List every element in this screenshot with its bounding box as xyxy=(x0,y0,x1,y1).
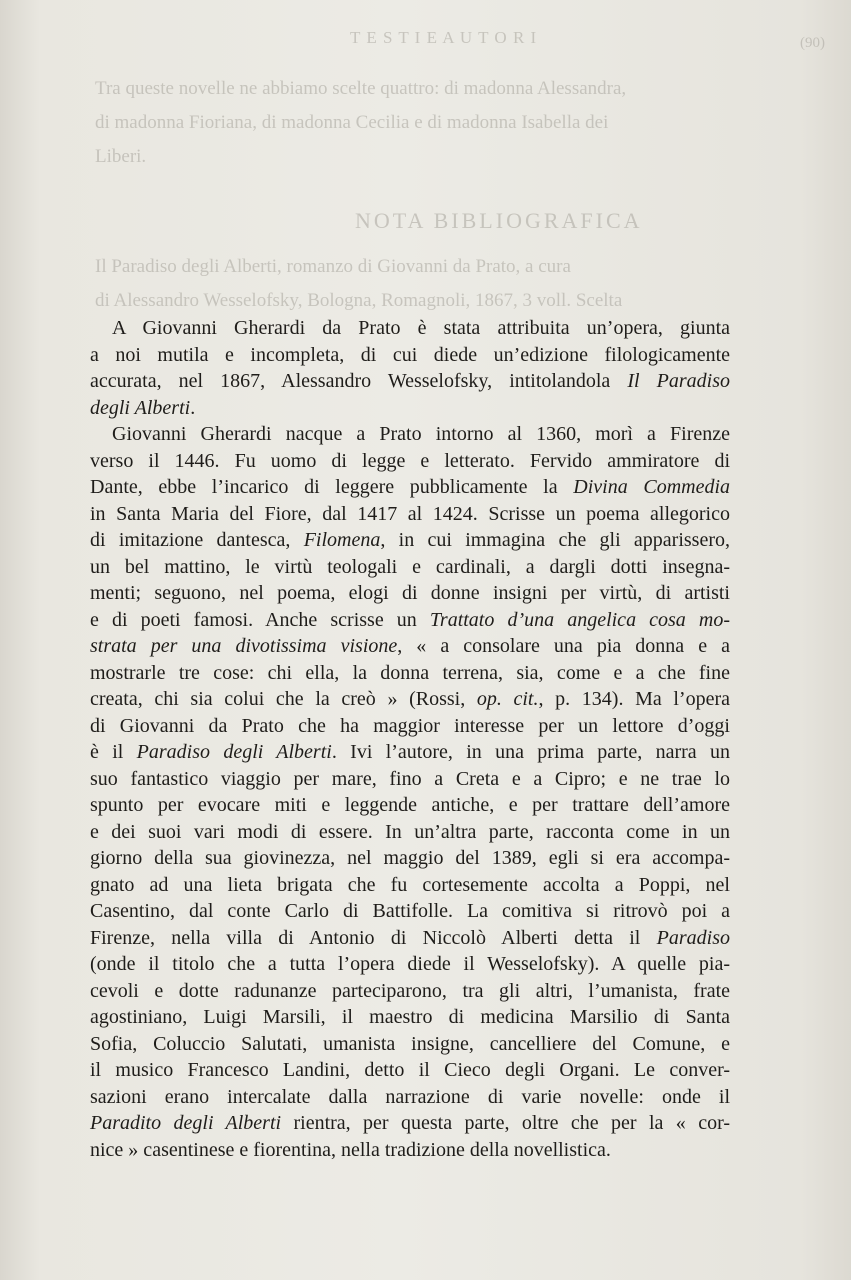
text-line: giorno della sua giovinezza, nel maggio del 1389, egli si era accompa- xyxy=(90,847,730,869)
text-line: e dei suoi vari modi di essere. In un’altra parte, racconta come in un xyxy=(90,820,730,843)
bleed-through-header: T E S T I E A U T O R I xyxy=(350,28,538,47)
text-line: accurata, nel 1867, Alessandro Wesselofsky, intitolandola Il Paradiso xyxy=(90,370,730,392)
bleed-through-page-number: (90) xyxy=(800,35,825,51)
bleed-through-line: Liberi. xyxy=(95,146,147,167)
bleed-through-line: Tra queste novelle ne abbiamo scelte quattro: di madonna Alessandra, xyxy=(95,78,627,99)
text-line: di Giovanni da Prato che ha maggior interesse per un lettore d’oggi xyxy=(90,714,730,737)
text-line: creata, chi sia colui che la creò » (Rossi, op. cit., p. 134). Ma l’opera xyxy=(90,688,731,710)
text-line: a noi mutila e incompleta, di cui diede un’edizione filologicamente xyxy=(90,343,730,366)
bleed-through-line: di madonna Fioriana, di madonna Cecilia e di madonna Isabella dei xyxy=(95,112,609,133)
text-line: agostiniano, Luigi Marsili, il maestro di medicina Marsilio di Santa xyxy=(90,1006,730,1028)
text-line: degli Alberti. xyxy=(90,396,196,419)
bleed-through-line: di Alessandro Wesselofsky, Bologna, Romagnoli, 1867, 3 voll. Scelta xyxy=(95,290,623,311)
paragraph xyxy=(90,421,730,1163)
text-line: nice » casentinese e fiorentina, nella tradizione della novellistica. xyxy=(90,1138,611,1161)
text-line: un bel mattino, le virtù teologali e cardinali, a dargli dotti insegna- xyxy=(90,555,730,578)
text-line: e di poeti famosi. Anche scrisse un Trattato d’una angelica cosa mo- xyxy=(90,608,731,631)
text-line: A Giovanni Gherardi da Prato è stata attribuita un’opera, giunta xyxy=(112,317,730,339)
text-line: (onde il titolo che a tutta l’opera diede il Wesselofsky). A quelle pia- xyxy=(90,953,730,975)
text-line: Firenze, nella villa di Antonio di Niccolò Alberti detta il Paradiso xyxy=(90,926,730,949)
text-line: sazioni erano intercalate dalla narrazione di varie novelle: onde il xyxy=(90,1085,730,1108)
text-line: Giovanni Gherardi nacque a Prato intorno al 1360, morì a Firenze xyxy=(112,423,730,445)
text-line: Dante, ebbe l’incarico di leggere pubblicamente la Divina Commedia xyxy=(90,476,731,498)
text-line: il musico Francesco Landini, detto il Cieco degli Organi. Le conver- xyxy=(90,1059,730,1081)
text-line: spunto per evocare miti e leggende antiche, e per trattare dell’amore xyxy=(90,794,730,816)
bleed-through-section-title: NOTA BIBLIOGRAFICA xyxy=(355,208,643,233)
text-line: è il Paradiso degli Alberti. Ivi l’autore, in una prima parte, narra un xyxy=(90,741,730,763)
text-line: gnato ad una lieta brigata che fu cortesemente accolta a Poppi, nel xyxy=(90,873,730,896)
text-line: Sofia, Coluccio Salutati, umanista insigne, cancelliere del Comune, e xyxy=(90,1032,730,1055)
body-text xyxy=(90,315,730,1163)
text-line: verso il 1446. Fu uomo di legge e letterato. Fervido ammiratore di xyxy=(90,449,730,472)
text-line: strata per una divotissima visione, « a consolare una pia donna e a xyxy=(90,635,730,657)
text-line: di imitazione dantesca, Filomena, in cui immagina che gli apparissero, xyxy=(90,529,730,551)
paragraph xyxy=(90,315,730,421)
text-line: mostrarle tre cose: chi ella, la donna terrena, sia, come e a che fine xyxy=(90,661,730,684)
text-line: suo fantastico viaggio per mare, fino a Creta e a Cipro; e ne trae lo xyxy=(90,767,730,790)
text-line: cevoli e dotte radunanze parteciparono, tra gli altri, l’umanista, frate xyxy=(90,979,730,1002)
text-line: Paradito degli Alberti rientra, per questa parte, oltre che per la « cor- xyxy=(90,1112,730,1134)
text-line: menti; seguono, nel poema, elogi di donne insigni per virtù, di artisti xyxy=(90,582,730,604)
text-line: Casentino, dal conte Carlo di Battifolle. La comitiva si ritrovò poi a xyxy=(90,900,730,922)
text-line: in Santa Maria del Fiore, dal 1417 al 1424. Scrisse un poema allegorico xyxy=(90,502,730,525)
bleed-through-line: Il Paradiso degli Alberti, romanzo di Giovanni da Prato, a cura xyxy=(95,256,571,277)
